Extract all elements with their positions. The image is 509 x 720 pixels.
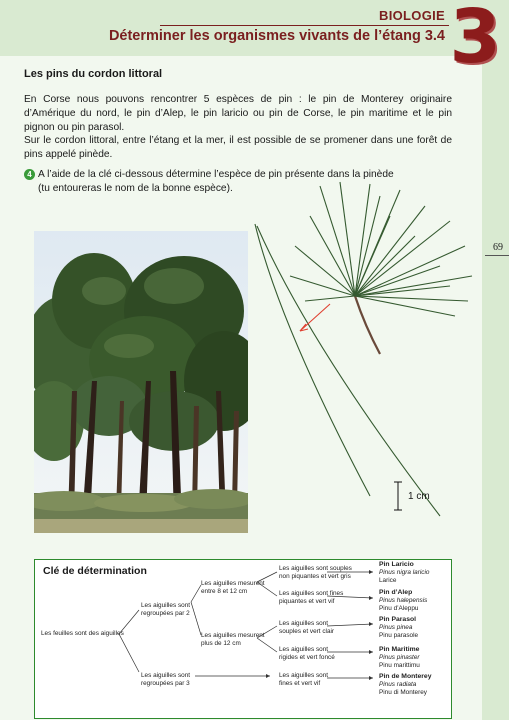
- key-criterion-2: Les aiguilles sont fines piquantes et vert vif: [279, 590, 344, 605]
- page-number: 69: [493, 242, 503, 253]
- key-branch-length-over-12: Les aiguilles mesurent plus de 12 cm: [201, 632, 265, 647]
- pine-forest-photo: [34, 231, 248, 533]
- intro-paragraph-1: En Corse nous pouvons rencontrer 5 espèces de pin : le pin de Monterey originaire d’Amérique du nord, le pin d’Alep, le pin laricio ou pin de Corse, le pin maritime et le pin pignon ou pin parasol.: [24, 94, 452, 133]
- intro-paragraph-2: Sur le cordon littoral, entre l’étang et la mer, il est possible de se promener dans une forêt de pins appelé pinède.: [24, 135, 452, 161]
- key-criterion-1: Les aiguilles sont souples non piquantes et vert gris: [279, 565, 352, 580]
- key-branch-by-2: Les aiguilles sont regroupées par 2: [141, 602, 191, 617]
- pine-needle-specimen: [250, 176, 482, 520]
- species-laricio[interactable]: Pin Laricio Pinus nigra laricio Larice: [379, 561, 430, 584]
- chapter-number: 3: [449, 0, 501, 80]
- species-alep[interactable]: Pin d’Alep Pinus halepensis Pinu d’Aleppu: [379, 589, 428, 612]
- species-maritime[interactable]: Pin Maritime Pinus pinaster Pinu marittimu: [379, 646, 420, 669]
- task-line-2: (tu entoureras le nom de la bonne espèce).: [38, 182, 233, 194]
- species-parasol[interactable]: Pin Parasol Pinus pinea Pinu parasole: [379, 616, 419, 639]
- task-line-1: A l’aide de la clé ci-dessous détermine l’espèce de pin présente dans la pinède: [38, 169, 394, 180]
- section-title: Les pins du cordon littoral: [24, 68, 163, 80]
- key-root: Les feuilles sont des aiguilles: [41, 630, 124, 637]
- species-monterey[interactable]: Pin de Monterey Pinus radiata Pinu di Monterey: [379, 673, 432, 696]
- key-title: Clé de détermination: [43, 565, 147, 577]
- intro-text: [24, 93, 452, 162]
- header-rule: [160, 25, 449, 26]
- key-criterion-4: Les aiguilles sont rigides et vert foncé: [279, 646, 335, 661]
- scale-label: 1 cm: [408, 491, 430, 502]
- page-number-rule: [485, 255, 509, 256]
- key-branch-length-8-12: Les aiguilles mesurent entre 8 et 12 cm: [201, 580, 265, 595]
- chapter-title: Déterminer les organismes vivants de l’étang 3.4: [108, 28, 445, 44]
- subject-label: BIOLOGIE: [379, 8, 445, 23]
- key-criterion-3: Les aiguilles sont souples et vert clair: [279, 620, 335, 635]
- identification-key: [34, 559, 452, 719]
- key-criterion-5: Les aiguilles sont fines et vert vif: [279, 672, 329, 687]
- key-branch-by-3: Les aiguilles sont regroupées par 3: [141, 672, 191, 687]
- task-number-badge: 4: [24, 169, 35, 180]
